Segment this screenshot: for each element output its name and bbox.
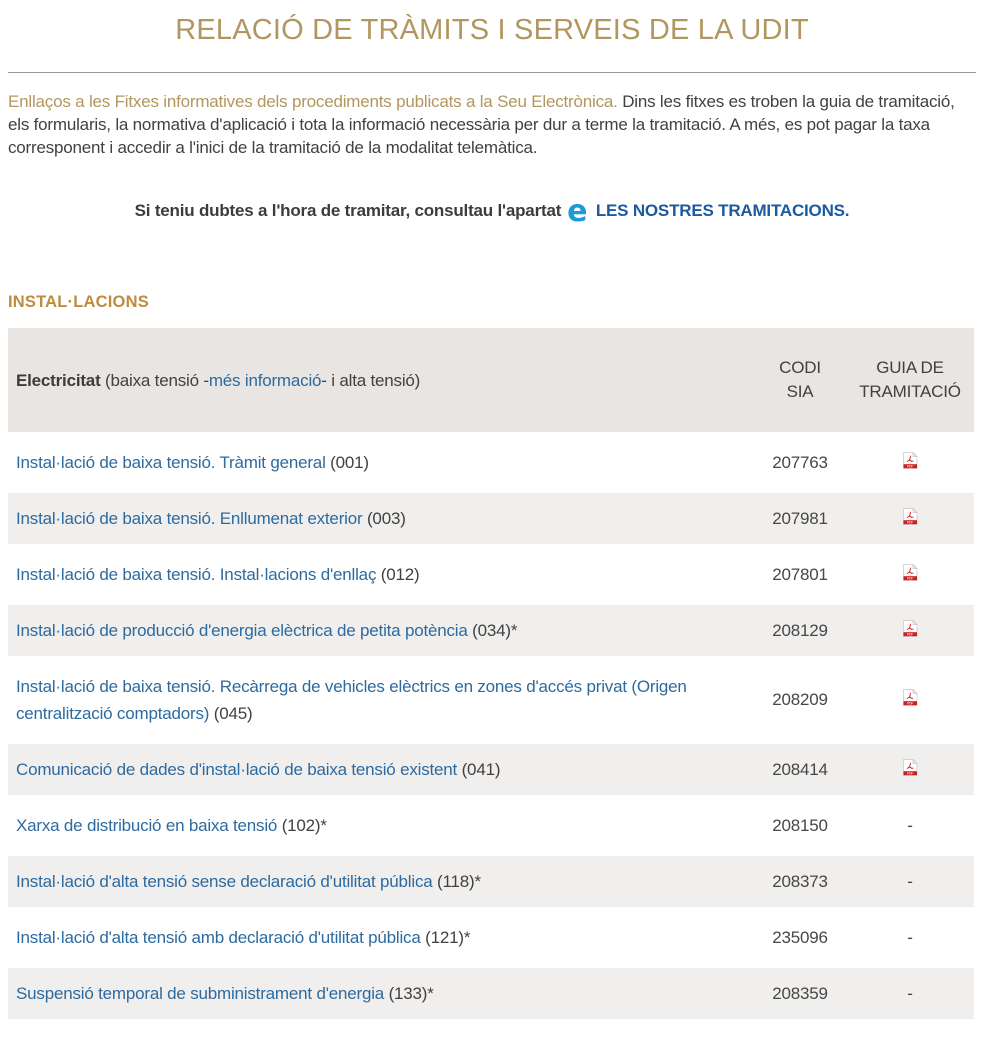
table-row	[8, 661, 974, 739]
table-row	[8, 968, 974, 1019]
guia-cell	[846, 744, 974, 795]
tramit-code-suffix: (012)	[376, 565, 420, 584]
guia-cell	[846, 661, 974, 739]
guia-cell	[846, 856, 974, 907]
table-header-row	[8, 328, 974, 432]
tramit-name-cell	[8, 493, 754, 544]
no-guia-dash: -	[907, 871, 913, 891]
help-line: Si teniu dubtes a l'hora de tramitar, consultau l'apartat e LES NOSTRES TRAMITACIONS.	[134, 194, 850, 229]
table-row	[8, 800, 974, 851]
table-row	[8, 744, 974, 795]
codi-sia-value: 207801	[754, 549, 846, 600]
no-guia-dash: -	[907, 815, 913, 835]
tramit-name-cell	[8, 968, 754, 1019]
tramit-link[interactable]: Instal·lació de baixa tensió. Instal·lacions d'enllaç	[16, 565, 377, 584]
codi-sia-value: 207981	[754, 493, 846, 544]
pdf-icon[interactable]	[902, 689, 918, 711]
page-container	[0, 14, 984, 1024]
tramit-link[interactable]: Instal·lació d'alta tensió sense declaració d'utilitat pública	[16, 872, 433, 891]
les-nostres-tramitacions-link[interactable]: LES NOSTRES TRAMITACIONS.	[595, 201, 850, 220]
svg-text:PDF: PDF	[907, 770, 914, 775]
tramit-name-cell	[8, 549, 754, 600]
guia-cell	[846, 968, 974, 1019]
svg-text:PDF: PDF	[907, 701, 914, 706]
table-row	[8, 605, 974, 656]
codi-sia-value: 207763	[754, 437, 846, 488]
codi-sia-value: 208150	[754, 800, 846, 851]
svg-text:PDF: PDF	[907, 519, 914, 524]
mes-informacio-link[interactable]: més informació	[208, 370, 322, 390]
codi-sia-value: 208414	[754, 744, 846, 795]
tramit-name-cell	[8, 437, 754, 488]
tramit-link[interactable]: Comunicació de dades d'instal·lació de baixa tensió existent	[16, 760, 458, 779]
page-title: RELACIÓ DE TRÀMITS I SERVEIS DE LA UDIT	[175, 14, 809, 46]
codi-sia-column-header: CODI SIA	[754, 328, 846, 432]
no-guia-dash: -	[907, 927, 913, 947]
guia-cell	[846, 800, 974, 851]
tramit-code-suffix: (034)*	[467, 621, 518, 640]
tramit-code-suffix: (041)	[457, 760, 501, 779]
guia-cell	[846, 549, 974, 600]
no-guia-dash: -	[907, 983, 913, 1003]
pdf-icon[interactable]	[902, 564, 918, 586]
tramits-table	[8, 323, 974, 1024]
guia-cell	[846, 605, 974, 656]
tramit-link[interactable]: Instal·lació de producció d'energia elèctrica de petita potència	[16, 621, 468, 640]
tramit-code-suffix: (045)	[209, 704, 253, 723]
tramit-code-suffix: (003)	[362, 509, 406, 528]
tramit-name-cell	[8, 661, 754, 739]
svg-text:PDF: PDF	[907, 463, 914, 468]
codi-sia-value: 208129	[754, 605, 846, 656]
tramit-name-cell	[8, 744, 754, 795]
table-row	[8, 493, 974, 544]
codi-sia-value: 208359	[754, 968, 846, 1019]
guia-cell	[846, 437, 974, 488]
guia-cell	[846, 912, 974, 963]
tramit-code-suffix: (121)*	[420, 928, 471, 947]
table-row	[8, 549, 974, 600]
tramit-link[interactable]: Suspensió temporal de subministrament d'energia	[16, 984, 385, 1003]
codi-sia-value: 208209	[754, 661, 846, 739]
category-title: Electricitat	[16, 370, 101, 390]
tramit-link[interactable]: Xarxa de distribució en baixa tensió	[16, 816, 278, 835]
tramit-name-cell	[8, 856, 754, 907]
table-row	[8, 856, 974, 907]
intro-text: Dins les fitxes es troben la guia de tramitació, els formularis, la normativa d'aplicació i tota la informació necessària per dur a terme la tramitació. A més, es pot pagar la taxa corresponent i accedir a l'inici de la tramitació de la modalitat telemàtica.	[8, 92, 955, 157]
pdf-icon[interactable]	[902, 508, 918, 530]
tramit-name-cell	[8, 800, 754, 851]
tramit-code-suffix: (001)	[325, 453, 369, 472]
section-heading-installacions: INSTAL·LACIONS	[8, 293, 149, 311]
guia-column-header: GUIA DE TRAMITACIÓ	[846, 328, 974, 432]
pdf-icon[interactable]	[902, 759, 918, 781]
tramit-link[interactable]: Instal·lació de baixa tensió. Recàrrega de vehicles elèctrics en zones d'accés privat (Origen centralització comptadors)	[16, 677, 687, 723]
svg-text:PDF: PDF	[907, 575, 914, 580]
intro-paragraph	[8, 90, 976, 159]
svg-text:PDF: PDF	[907, 631, 914, 636]
category-post: - i alta tensió)	[321, 370, 421, 390]
tramit-link[interactable]: Instal·lació d'alta tensió amb declaració d'utilitat pública	[16, 928, 421, 947]
title-divider	[8, 72, 976, 73]
tramit-code-suffix: (118)*	[432, 872, 481, 891]
tramit-link[interactable]: Instal·lació de baixa tensió. Tràmit general	[16, 453, 326, 472]
tramit-code-suffix: (133)*	[384, 984, 434, 1003]
tramit-link[interactable]: Instal·lació de baixa tensió. Enllumenat exterior	[16, 509, 363, 528]
tramit-code-suffix: (102)*	[277, 816, 327, 835]
pdf-icon[interactable]	[902, 620, 918, 642]
seu-electronica-link[interactable]: Enllaços a les Fitxes informatives dels procediments publicats a la Seu Electrònica.	[8, 92, 618, 111]
tramit-name-cell	[8, 605, 754, 656]
pdf-icon[interactable]	[902, 452, 918, 474]
category-header-cell	[8, 328, 754, 432]
table-row	[8, 437, 974, 488]
table-row	[8, 912, 974, 963]
codi-sia-value: 208373	[754, 856, 846, 907]
guia-cell	[846, 493, 974, 544]
codi-sia-value: 235096	[754, 912, 846, 963]
help-text: Si teniu dubtes a l'hora de tramitar, consultau l'apartat	[134, 201, 562, 220]
category-pre: (baixa tensió -	[100, 370, 209, 390]
table-body	[8, 328, 974, 1019]
tramit-name-cell	[8, 912, 754, 963]
